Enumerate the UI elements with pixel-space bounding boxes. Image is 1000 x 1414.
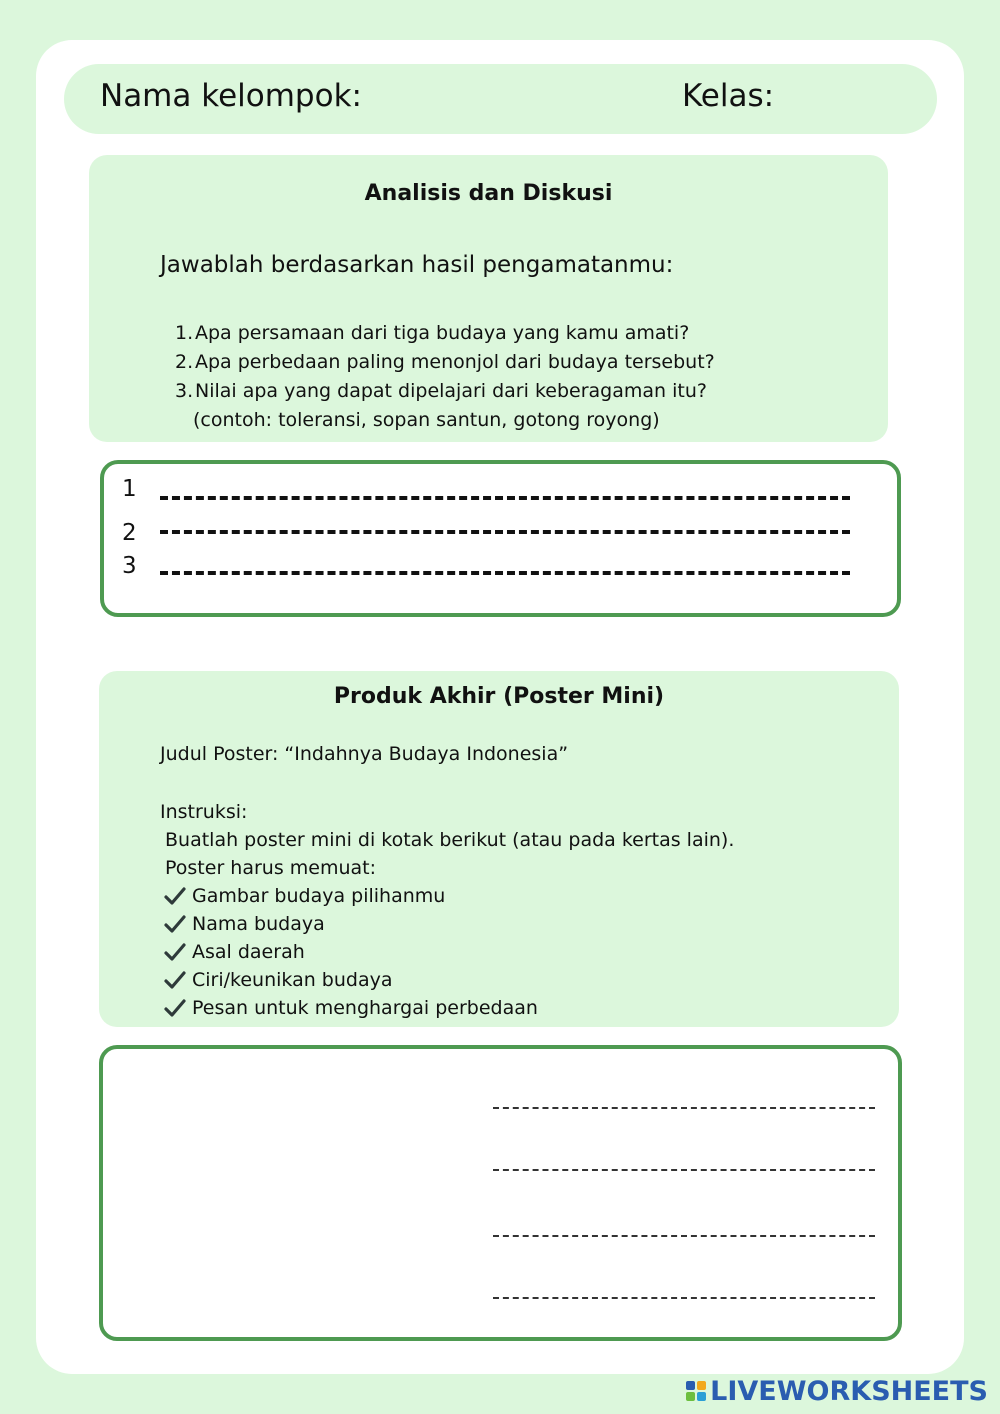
question-text: Nilai apa yang dapat dipelajari dari keberagaman itu? — [195, 380, 707, 402]
checklist-item — [160, 882, 734, 910]
analysis-panel — [89, 155, 888, 442]
checklist-text: Ciri/keunikan budaya — [192, 969, 393, 991]
class-label: Kelas: — [682, 78, 775, 114]
analysis-title: Analisis dan Diskusi — [364, 181, 613, 206]
checkmark-icon — [164, 971, 186, 989]
checklist-item — [160, 938, 734, 966]
group-name-label: Nama kelompok: — [100, 78, 362, 114]
liveworksheets-logo — [686, 1376, 988, 1406]
checklist-text: Nama budaya — [192, 913, 325, 935]
question-list — [175, 319, 715, 435]
poster-box[interactable] — [99, 1045, 902, 1341]
answer-line-2[interactable] — [160, 530, 850, 534]
poster-line-3[interactable] — [493, 1235, 875, 1237]
question-item — [175, 319, 715, 348]
checkmark-icon — [164, 887, 186, 905]
checklist-item — [160, 966, 734, 994]
checkmark-icon — [164, 999, 186, 1017]
answer-line-3[interactable] — [160, 571, 850, 575]
instruction-heading: Instruksi: — [160, 801, 248, 823]
brand-name: LIVEWORKSHEETS — [710, 1375, 988, 1407]
question-number: 1. — [175, 322, 194, 344]
question-number: 2. — [175, 351, 194, 373]
checklist-text: Asal daerah — [192, 941, 305, 963]
question-number: 3. — [175, 380, 194, 402]
poster-line-4[interactable] — [493, 1297, 875, 1299]
question-item — [175, 377, 715, 406]
answer-label: 2 — [122, 520, 137, 546]
instruction-line: Buatlah poster mini di kotak berikut (atau pada kertas lain). — [165, 829, 735, 851]
instruction-block — [160, 798, 734, 1022]
checkmark-icon — [164, 915, 186, 933]
header-bar — [64, 64, 937, 134]
checklist-text: Pesan untuk menghargai perbedaan — [192, 997, 538, 1019]
answer-line-1[interactable] — [160, 496, 850, 500]
question-note: (contoh: toleransi, sopan santun, gotong royong) — [193, 409, 660, 431]
poster-title-text: Judul Poster: “Indahnya Budaya Indonesia” — [160, 743, 569, 765]
question-text: Apa persamaan dari tiga budaya yang kamu amati? — [195, 322, 690, 344]
answer-box — [100, 460, 901, 617]
checklist-item — [160, 994, 734, 1022]
answer-label: 3 — [122, 553, 137, 579]
product-title: Produk Akhir (Poster Mini) — [333, 684, 665, 709]
question-item — [175, 348, 715, 377]
checkmark-icon — [164, 943, 186, 961]
checklist-text: Gambar budaya pilihanmu — [192, 885, 446, 907]
analysis-prompt: Jawablah berdasarkan hasil pengamatanmu: — [160, 252, 674, 278]
poster-line-1[interactable] — [493, 1107, 875, 1109]
answer-label: 1 — [122, 476, 137, 502]
product-panel — [99, 671, 899, 1027]
checklist-item — [160, 910, 734, 938]
question-text: Apa perbedaan paling menonjol dari budaya tersebut? — [195, 351, 715, 373]
instruction-line: Poster harus memuat: — [165, 857, 377, 879]
poster-line-2[interactable] — [493, 1169, 875, 1171]
liveworksheets-icon — [686, 1381, 706, 1401]
